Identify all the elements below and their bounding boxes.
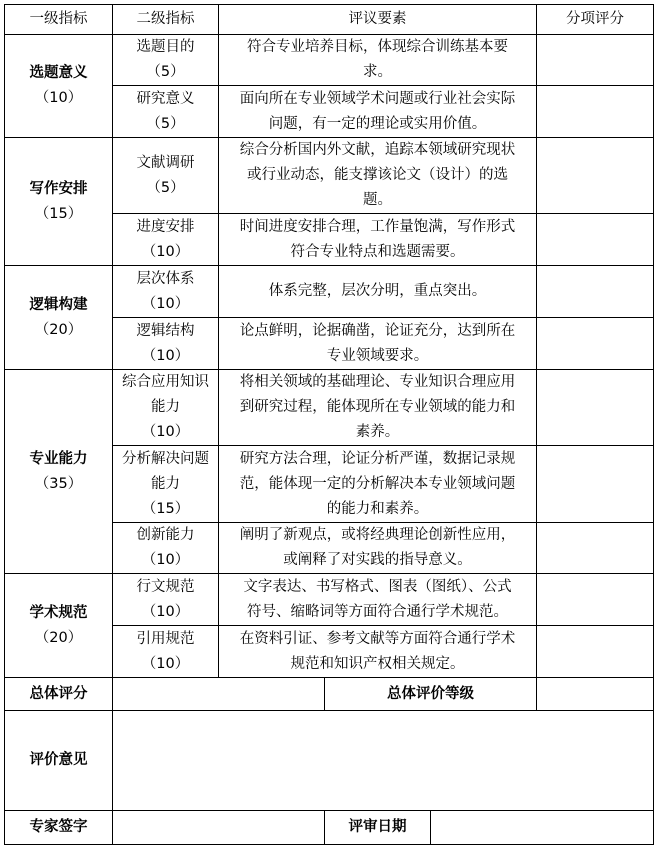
requirement-line: 体系完整，层次分明，重点突出。 [268, 283, 487, 299]
requirement-line: 求。 [363, 64, 392, 80]
subitem-name: 引用规范 [136, 630, 195, 647]
requirement-line: 符号、缩略词等方面符合通行学术规范。 [247, 603, 508, 620]
category-name: 学术规范 [29, 604, 88, 621]
subitem-name: 层次体系 [136, 270, 195, 287]
requirement-line: 在资料引证、参考文献等方面符合通行学术 [239, 630, 516, 647]
score-input-cell[interactable] [537, 446, 654, 523]
subitem-score: （10） [141, 603, 190, 620]
signature-label: 专家签字 [5, 811, 113, 845]
requirement-cell [219, 214, 537, 266]
header-level1: 一级指标 [5, 5, 113, 35]
subitem-name: 研究意义 [136, 90, 195, 107]
score-input-cell[interactable] [537, 86, 654, 138]
subitem-cell [113, 574, 219, 626]
requirement-cell [219, 138, 537, 214]
requirement-line: 综合分析国内外文献，追踪本领域研究现状 [239, 142, 516, 158]
score-input-cell[interactable] [537, 266, 654, 318]
review-date-input[interactable] [431, 811, 654, 845]
score-input-cell[interactable] [537, 574, 654, 626]
category-cell [5, 35, 113, 138]
overall-score-input[interactable] [113, 678, 325, 711]
subitem-score: （15） [141, 500, 190, 517]
requirement-line: 面向所在专业领域学术问题或行业社会实际 [239, 90, 516, 107]
requirement-cell [219, 626, 537, 678]
score-input-cell[interactable] [537, 370, 654, 446]
score-input-cell[interactable] [537, 523, 654, 574]
subitem-score: （10） [141, 347, 190, 364]
requirement-cell [219, 574, 537, 626]
requirement-line: 时间进度安排合理，工作量饱满，写作形式 [239, 218, 516, 235]
subitem-cell [113, 626, 219, 678]
subitem-cell [113, 138, 219, 214]
subitem-name: 综合应用知识 [122, 374, 209, 390]
requirement-line: 题。 [363, 192, 392, 208]
requirement-cell [219, 523, 537, 574]
category-score: （20） [34, 321, 83, 338]
score-input-cell[interactable] [537, 214, 654, 266]
subitem-score: （10） [141, 424, 190, 440]
subitem-name: 文献调研 [136, 154, 195, 171]
subitem-name: 逻辑结构 [136, 322, 195, 339]
subitem-cell [113, 86, 219, 138]
requirement-line: 的能力和素养。 [326, 500, 429, 517]
requirement-line: 阐明了新观点，或将经典理论创新性应用， [239, 527, 516, 543]
requirement-line: 符合专业特点和选题需要。 [290, 243, 465, 260]
review-date-label: 评审日期 [325, 811, 431, 845]
subitem-name: 分析解决问题 [122, 450, 209, 467]
comments-input[interactable] [113, 711, 654, 811]
subitem-score: （10） [141, 655, 190, 672]
category-score: （15） [34, 205, 83, 222]
category-name: 专业能力 [29, 450, 88, 467]
category-name: 写作安排 [29, 180, 88, 197]
subitem-name: 选题目的 [136, 39, 195, 55]
subitem-name-cont: 能力 [151, 399, 180, 415]
requirement-line: 论点鲜明，论据确凿，论证充分，达到所在 [239, 322, 516, 339]
requirement-cell [219, 446, 537, 523]
requirement-line: 素养。 [355, 424, 400, 440]
header-requirements: 评议要素 [219, 5, 537, 35]
score-input-cell[interactable] [537, 626, 654, 678]
subitem-cell [113, 370, 219, 446]
requirement-line: 将相关领域的基础理论、专业知识合理应用 [239, 374, 516, 390]
subitem-cell [113, 446, 219, 523]
requirement-line: 文字表达、书写格式、图表（图纸）、公式 [243, 578, 512, 595]
subitem-cell [113, 523, 219, 574]
category-score: （10） [34, 90, 83, 106]
subitem-score: （10） [141, 552, 190, 568]
category-cell [5, 138, 113, 266]
comments-label: 评价意见 [5, 711, 113, 811]
requirement-cell [219, 266, 537, 318]
subitem-name: 行文规范 [136, 578, 195, 595]
evaluation-table [4, 4, 654, 845]
subitem-name-cont: 能力 [151, 475, 180, 492]
subitem-score: （10） [141, 295, 190, 312]
category-name: 选题意义 [29, 65, 88, 81]
requirement-cell [219, 370, 537, 446]
signature-input[interactable] [113, 811, 325, 845]
header-score: 分项评分 [537, 5, 654, 35]
subitem-cell [113, 214, 219, 266]
requirement-line: 专业领域要求。 [326, 347, 429, 364]
requirement-line: 符合专业培养目标，体现综合训练基本要 [247, 39, 508, 55]
requirement-line: 或阐释了对实践的指导意义。 [283, 552, 472, 568]
overall-grade-label: 总体评价等级 [325, 678, 537, 711]
subitem-cell [113, 318, 219, 370]
subitem-cell [113, 266, 219, 318]
score-input-cell[interactable] [537, 318, 654, 370]
requirement-line: 到研究过程，能体现所在专业领域的能力和 [239, 399, 516, 415]
overall-score-label: 总体评分 [5, 678, 113, 711]
subitem-score: （10） [141, 243, 190, 260]
subitem-score: （5） [146, 179, 185, 196]
requirement-cell [219, 318, 537, 370]
category-score: （20） [34, 629, 83, 646]
category-cell [5, 266, 113, 370]
requirement-line: 或行业动态，能支撑该论文（设计）的选 [247, 167, 508, 183]
subitem-score: （5） [146, 64, 185, 80]
requirement-cell [219, 35, 537, 86]
category-cell [5, 370, 113, 574]
requirement-line: 研究方法合理，论证分析严谨，数据记录规 [239, 450, 516, 467]
requirement-line: 问题，有一定的理论或实用价值。 [268, 115, 487, 132]
requirement-line: 范，能体现一定的分析解决本专业领域问题 [239, 475, 516, 492]
subitem-score: （5） [146, 115, 185, 132]
category-score: （35） [34, 475, 83, 492]
subitem-name: 创新能力 [136, 527, 195, 543]
requirement-line: 规范和知识产权相关规定。 [290, 655, 465, 672]
score-input-cell[interactable] [537, 138, 654, 214]
score-input-cell[interactable] [537, 35, 654, 86]
overall-grade-input[interactable] [537, 678, 654, 711]
category-cell [5, 574, 113, 678]
requirement-cell [219, 86, 537, 138]
header-level2: 二级指标 [113, 5, 219, 35]
subitem-cell [113, 35, 219, 86]
category-name: 逻辑构建 [29, 296, 88, 313]
subitem-name: 进度安排 [136, 218, 195, 235]
